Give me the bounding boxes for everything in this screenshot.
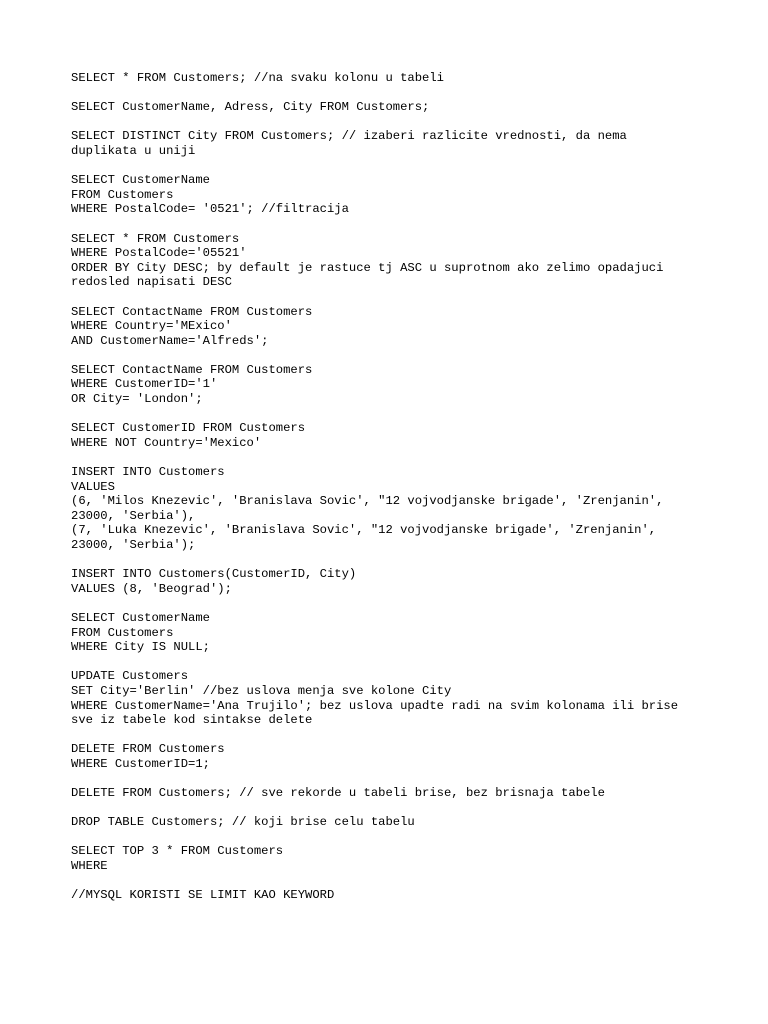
code-line: sve iz tabele kod sintakse delete [71, 713, 313, 728]
code-line: DROP TABLE Customers; // koji brise celu tabelu [71, 815, 415, 830]
code-line: SELECT * FROM Customers [71, 231, 240, 246]
code-line: redosled napisati DESC [71, 275, 232, 290]
sql-statement-block [71, 173, 731, 217]
sql-statement-block [71, 71, 731, 86]
code-line: WHERE [71, 859, 108, 874]
code-line: (6, 'Milos Knezevic', 'Branislava Sovic', "12 vojvodjanske brigade', 'Zrenjanin', [71, 494, 664, 509]
code-line: SELECT TOP 3 * FROM Customers [71, 844, 284, 859]
code-line: 23000, 'Serbia'), [71, 508, 196, 523]
code-line: UPDATE Customers [71, 669, 189, 684]
code-line: SELECT CustomerName [71, 610, 210, 625]
code-line: SELECT * FROM Customers; //na svaku kolonu u tabeli [71, 71, 444, 85]
code-line: WHERE PostalCode= '0521'; //filtracija [71, 202, 349, 217]
code-line: WHERE Country='MExico' [71, 319, 232, 334]
code-line: WHERE CustomerID='1' [71, 377, 218, 392]
code-line: //MYSQL KORISTI SE LIMIT KAO KEYWORD [71, 888, 335, 903]
code-line: WHERE CustomerID=1; [71, 756, 210, 771]
code-line: FROM Customers [71, 625, 174, 640]
code-line: SET City='Berlin' //bez uslova menja sve kolone City [71, 683, 452, 698]
sql-statement-block [71, 786, 731, 801]
code-line: SELECT CustomerID FROM Customers [71, 421, 306, 436]
code-line: INSERT INTO Customers(CustomerID, City) [71, 567, 357, 582]
document-page [71, 71, 731, 917]
code-line: SELECT CustomerName, Adress, City FROM Customers; [71, 100, 430, 115]
code-line: WHERE CustomerName='Ana Trujilo'; bez uslova upadte radi na svim kolonama ili brise [71, 698, 679, 713]
code-line: duplikata u uniji [71, 143, 196, 158]
sql-statement-block [71, 100, 731, 115]
code-line: WHERE NOT Country='Mexico' [71, 435, 262, 450]
code-line: OR City= 'London'; [71, 392, 203, 407]
sql-statement-block [71, 129, 731, 158]
code-line: INSERT INTO Customers [71, 465, 225, 480]
sql-statement-block [71, 305, 731, 349]
code-line: SELECT DISTINCT City FROM Customers; // izaberi razlicite vrednosti, da nema [71, 129, 627, 144]
code-line: WHERE City IS NULL; [71, 640, 210, 655]
sql-statement-block [71, 815, 731, 830]
code-line: FROM Customers [71, 187, 174, 202]
code-line: DELETE FROM Customers; // sve rekorde u tabeli brise, bez brisnaja tabele [71, 786, 605, 801]
code-line: (7, 'Luka Knezevic', 'Branislava Sovic', "12 vojvodjanske brigade', 'Zrenjanin', [71, 523, 657, 538]
sql-statement-block [71, 888, 731, 903]
sql-statement-block [71, 363, 731, 407]
sql-statement-block [71, 611, 731, 655]
code-line: SELECT ContactName FROM Customers [71, 362, 313, 377]
code-line: SELECT ContactName FROM Customers [71, 304, 313, 319]
code-line: 23000, 'Serbia'); [71, 538, 196, 552]
sql-statement-block [71, 844, 731, 873]
code-line: ORDER BY City DESC; by default je rastuce tj ASC u suprotnom ako zelimo opadajuci [71, 260, 664, 275]
sql-statement-block [71, 421, 731, 450]
code-line: DELETE FROM Customers [71, 742, 225, 757]
code-line: WHERE PostalCode='05521' [71, 246, 247, 261]
sql-statement-block [71, 465, 731, 553]
code-line: SELECT CustomerName [71, 173, 210, 188]
code-line: AND CustomerName='Alfreds'; [71, 333, 269, 348]
sql-statement-block [71, 567, 731, 596]
sql-statement-block [71, 669, 731, 727]
sql-statement-block [71, 742, 731, 771]
sql-statement-block [71, 232, 731, 290]
code-line: VALUES [71, 479, 115, 494]
code-line: VALUES (8, 'Beograd'); [71, 581, 232, 596]
